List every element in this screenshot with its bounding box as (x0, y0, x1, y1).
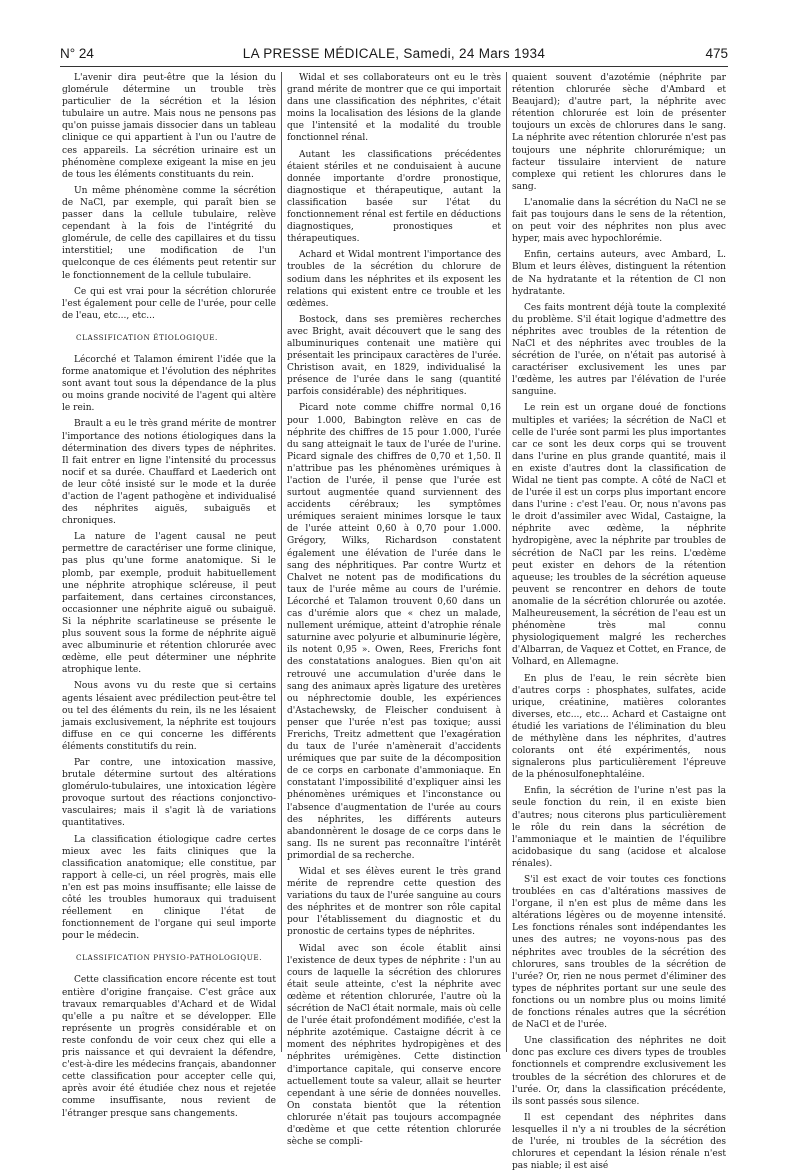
paragraph: Widal et ses collaborateurs ont eu le très grand mérite de montrer que ce qui importait dans une classification des néphrites, c'était moins la localisation des lésions de la glande que l'intensité et la modalité du trouble fonctionnel rénal. (287, 73, 501, 144)
paragraph: Bostock, dans ses premières recherches avec Bright, avait découvert que le sang des albuminuriques contenait une matière qui présentait les principaux caractères de l'urée. Christison avait, en 1829, individualisé la présence de l'urée dans le sang (quantité parfois considérable) des néphritiques. (287, 314, 501, 398)
paragraph: Widal avec son école établit ainsi l'existence de deux types de néphrite : l'un au cours de laquelle la sécrétion des chlorures était seule atteinte, c'est la néphrite avec œdème et rétention chlorurée, l'autre où la sécrétion de NaCl était normale, mais où celle de l'urée était profondément modifiée, c'est la néphrite azotémique. Castaigne décrit à ce moment des néphrites hydropigènes et des néphrites urémigènes. Cette distinction d'importance capitale, qui conserve encore actuellement toute sa valeur, allait se heurter cependant à une série de données nouvelles. On constata bientôt que la rétention chlorurée n'était pas toujours accompagnée d'œdème et que cette rétention chlorurée sèche se compli- (287, 943, 501, 1148)
paragraph: Un même phénomène comme la sécrétion de NaCl, par exemple, qui paraît bien se passer dans la cellule tubulaire, relève cependant à la fois de l'intégrité du glomérule, de celle des capillaires et du tissu interstitiel; une modification de l'un quelconque de ces éléments peut retentir sur le fonctionnement de la cellule tubulaire. (62, 185, 276, 281)
issue-number: N° 24 (60, 46, 94, 61)
text-column-1 (62, 72, 276, 1119)
header-rule (60, 66, 728, 67)
text-column-3 (512, 72, 726, 1172)
paragraph: L'anomalie dans la sécrétion du NaCl ne se fait pas toujours dans le sens de la rétention, on peut voir des néphrites non plus avec hyper, mais avec hypochlorémie. (512, 197, 726, 245)
paragraph: Il est cependant des néphrites dans lesquelles il n'y a ni troubles de la sécrétion de l'urée, ni troubles de la sécrétion des chlorures et cependant la lésion rénale n'est pas niable; il est aisé (512, 1112, 726, 1172)
paragraph: Widal et ses élèves eurent le très grand mérite de reprendre cette question des variations du taux de l'urée sanguine au cours des néphrites et de montrer son rôle capital pour l'établissement du diagnostic et du pronostic de certains types de néphrites. (287, 867, 501, 938)
paragraph: Autant les classifications précédentes étaient stériles et ne conduisaient à aucune donnée importante d'ordre pronostique, diagnostique et thérapeutique, autant la classification basée sur l'état du fonctionnement rénal est fertile en déductions diagnostiques, pronostiques et thérapeutiques. (287, 149, 501, 245)
column-divider (506, 72, 507, 1052)
paragraph: Cette classification encore récente est tout entière d'origine française. C'est grâce aux travaux remarquables d'Achard et de Widal qu'elle a pu naître et se développer. Elle représente un progrès considérable et on reste confondu de voir ceux chez qui elle a pris naissance et qui devraient la défendre, c'est-à-dire les médecins français, abandonner cette classification pour accepter celle qui, après avoir été étudiée chez nous et rejetée comme insuffisante, nous revient de l'étranger presque sans changements. (62, 975, 276, 1119)
section-heading: CLASSIFICATION ÉTIOLOGIQUE. (76, 332, 218, 342)
paragraph: Lécorché et Talamon émirent l'idée que la forme anatomique et l'évolution des néphrites sont avant tout sous la dépendance de la plus ou moins grande nocivité de l'agent qui altère le rein. (62, 354, 276, 414)
paragraph: Le rein est un organe doué de fonctions multiples et variées; la sécrétion de NaCl et celle de l'urée sont parmi les plus importantes car ce sont les deux corps qui se trouvent dans l'urine en plus grande quantité, mais il en existe d'autres dont la classification de Widal ne tient pas compte. A côté de NaCl et de l'urée il est un corps plus important encore dans l'urine : c'est l'eau. Or, nous n'avons pas le droit d'assimiler avec Widal, Castaigne, la néphrite avec œdème, la néphrite hydropigène, avec la néphrite par troubles de sécrétion de NaCl par les reins. L'œdème peut exister en dehors de la rétention aqueuse; les troubles de la sécrétion aqueuse peuvent se rencontrer en dehors de toute anomalie de la sécrétion chlorurée ou azotée. Malheureusement, la sécrétion de l'eau est un phénomène très mal connu physiologiquement malgré les recherches d'Albarran, de Vaquez et Cottet, en France, de Volhard, en Allemagne. (512, 403, 726, 668)
paragraph: En plus de l'eau, le rein sécrète bien d'autres corps : phosphates, sulfates, acide urique, créatinine, matières colorantes diverses, etc..., etc... Achard et Castaigne ont étudié les variations de l'élimination du bleu de méthylène dans les néphrites, d'autres colorants ont été expérimentés, nous signalerons plus particulièrement l'épreuve de la phénosulfonephtaléine. (512, 673, 726, 781)
paragraph: La nature de l'agent causal ne peut permettre de caractériser une forme clinique, pas plus qu'une forme anatomique. Si le plomb, par exemple, produit habituellement une néphrite atrophique scléreuse, il peut parfaitement, dans certaines circonstances, occasionner une néphrite aiguë ou subaiguë. Si la néphrite scarlatineuse se présente le plus souvent sous la forme de néphrite aiguë avec albuminurie et rétention chlorurée avec œdème, elle peut déterminer une néphrite atrophique lente. (62, 532, 276, 676)
paragraph: L'avenir dira peut-être que la lésion du glomérule détermine un trouble très particulier de la sécrétion et la lésion tubulaire un autre. Mais nous ne pensons pas qu'on puisse jamais dissocier dans un tableau clinique ce qui appartient à l'un ou l'autre de ces appareils. La sécrétion urinaire est un phénomène complexe exigeant la mise en jeu de tous les éléments constituants du rein. (62, 73, 276, 180)
paragraph: quaient souvent d'azotémie (néphrite par rétention chlorurée sèche d'Ambard et Beaujard); d'autre part, la néphrite avec rétention chlorurée est loin de présenter toujours un excès de chlorures dans le sang. La néphrite avec rétention chlorurée n'est pas toujours une néphrite chlorurémique; un facteur tissulaire intervient de nature complexe qui retient les chlorures dans le sang. (512, 73, 726, 192)
page-number: 475 (705, 46, 728, 61)
paragraph: Par contre, une intoxication massive, brutale détermine surtout des altérations glomérulo-tubulaires, une intoxication légère provoque surtout des réactions conjonctivo-vasculaires; mais il s'agit là de variations quantitatives. (62, 757, 276, 829)
paragraph: Achard et Widal montrent l'importance des troubles de la sécrétion du chlorure de sodium dans les néphrites et ils exposent les relations qui existent entre ce trouble et les œdèmes. (287, 250, 501, 309)
column-divider (281, 72, 282, 1052)
paragraph: Ce qui est vrai pour la sécrétion chlorurée l'est également pour celle de l'urée, pour celle de l'eau, etc..., etc... (62, 286, 276, 321)
paragraph: Picard note comme chiffre normal 0,16 pour 1.000, Babington relève en cas de néphrite des chiffres de 15 pour 1.000, l'urée du sang atteignait le taux de l'urée de l'urine. Picard signale des chiffres de 0,70 et 1,50. Il n'attribue pas les phénomènes urémiques à l'action de l'urée, il pense que l'urée est surtout augmentée quand surviennent des accidents cérébraux; les symptômes urémiques seraient minimes lorsque le taux de l'urée atteint 0,60 à 0,70 pour 1.000. Grégory, Wilks, Richardson constatent également une élévation de l'urée dans le sang des néphritiques. Par contre Wurtz et Chalvet ne notent pas de modifications du taux de l'urée même au cours de l'urémie. Lécorché et Talamon trouvent 0,60 dans un cas d'urémie alors que « chez un malade, nullement urémique, atteint d'atrophie rénale saturnine avec polyurie et albuminurie légère, ils notent 0,95 ». Owen, Rees, Frerichs font des constatations analogues. Bien qu'on ait retrouvé une accumulation d'urée dans le sang des animaux après ligature des uretères ou néphrectomie double, les expériences d'Astachewsky, de Fleischer conduisent à penser que l'urée n'est pas toxique; aussi Frerichs, Treitz admettent que l'exagération du taux de l'urée n'amènerait d'accidents urémiques que par suite de la décomposition de ce corps en carbonate d'ammoniaque. En constatant l'impossibilité d'expliquer ainsi les phénomènes urémiques et l'inconstance ou l'absence d'augmentation de l'urée au cours des néphrites, les différents auteurs abandonnèrent le dosage de ce corps dans le sang. Ils ne surent pas reconnaître l'intérêt primordial de sa recherche. (287, 403, 501, 861)
page-header (60, 46, 728, 68)
paragraph: Ces faits montrent déjà toute la complexité du problème. S'il était logique d'admettre des néphrites avec troubles de la rétention de NaCl et des néphrites avec troubles de la sécrétion de l'urée, on n'était pas autorisé à caractériser exclusivement les unes par l'œdème, les autres par l'élévation de l'urée sanguine. (512, 302, 726, 398)
paragraph: Une classification des néphrites ne doit donc pas exclure ces divers types de troubles fonctionnels et comprendre exclusivement les troubles de la sécrétion des chlorures et de l'urée. Or, dans la classification précédente, ils sont passés sous silence. (512, 1036, 726, 1107)
paragraph: Enfin, certains auteurs, avec Ambard, L. Blum et leurs élèves, distinguent la rétention de Na hydratante et la rétention de Cl non hydratante. (512, 250, 726, 297)
paragraph: S'il est exact de voir toutes ces fonctions troublées en cas d'altérations massives de l'organe, il n'en est plus de même dans les altérations légères ou de moyenne intensité. Les fonctions rénales sont indépendantes les unes des autres; ne voyons-nous pas des néphrites avec troubles de la sécrétion des chlorures, sans troubles de la sécrétion de l'urée? Or, rien ne nous permet d'éliminer des types de néphrites portant sur une seule des fonctions ou un nombre plus ou moins limité de fonctions rénales autres que la sécrétion de NaCl et de l'urée. (512, 875, 726, 1031)
paragraph: Enfin, la sécrétion de l'urine n'est pas la seule fonction du rein, il en existe bien d'autres; nous citerons plus particulièrement le rôle du rein dans la sécrétion de l'ammoniaque et le maintien de l'équilibre acidobasique du sang (acidose et alcalose rénales). (512, 786, 726, 869)
paragraph: La classification étiologique cadre certes mieux avec les faits cliniques que la classification anatomique; elle constitue, par rapport à celle-ci, un réel progrès, mais elle n'en est pas moins insuffisante; elle laisse de côté les troubles humoraux qui traduisent réellement en clinique l'état de fonctionnement de l'organe qui seul importe pour le médecin. (62, 834, 276, 942)
paragraph: Nous avons vu du reste que si certains agents lésaient avec prédilection peut-être tel ou tel des éléments du rein, ils ne les lésaient jamais exclusivement, la néphrite est toujours diffuse en ce qui concerne les différents éléments constitutifs du rein. (62, 681, 276, 752)
journal-title: LA PRESSE MÉDICALE, Samedi, 24 Mars 1934 (242, 46, 546, 61)
section-heading: CLASSIFICATION PHYSIO-PATHOLOGIQUE. (76, 953, 263, 963)
paragraph: Brault a eu le très grand mérite de montrer l'importance des notions étiologiques dans la détermination des divers types de néphrites. Il fait entrer en ligne l'intensité du processus nocif et sa durée. Chauffard et Laederich ont de leur côté insisté sur le mode et la durée d'action de l'agent pathogène et individualisé des néphrites aiguës, subaiguës et chroniques. (62, 419, 276, 527)
text-column-2 (287, 72, 501, 1148)
